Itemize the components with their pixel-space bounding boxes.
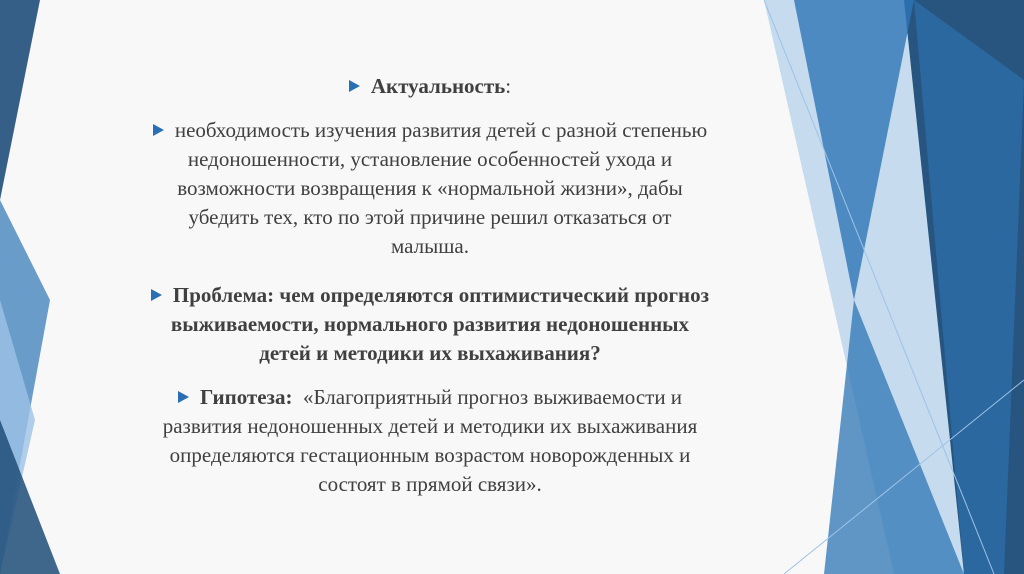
problem-line-1: выживаемости, нормального развития недоношенных bbox=[170, 312, 690, 336]
need-line-2: возможности возвращения к «нормальной жизни», дабы bbox=[177, 176, 683, 200]
bullet-arrow-icon bbox=[151, 289, 162, 301]
need-line-3: убедить тех, кто по этой причине решил отказаться от bbox=[188, 205, 672, 229]
problem-line-2: детей и методики их выхаживания? bbox=[259, 341, 601, 365]
hypothesis-label: Гипотеза: bbox=[199, 385, 293, 409]
hypothesis-line-0: Гипотеза: «Благоприятный прогноз выживаемости и bbox=[80, 383, 780, 412]
bullet-arrow-icon bbox=[153, 124, 164, 136]
need-line-4: малыша. bbox=[391, 234, 469, 258]
aktualnost-punct: : bbox=[505, 74, 512, 98]
need-line-1: недоношенности, установление особенностей ухода и bbox=[187, 147, 673, 171]
left-decoration bbox=[0, 0, 60, 574]
need-paragraph bbox=[80, 116, 780, 261]
problem-line-0: Проблема: чем определяются оптимистический прогноз bbox=[80, 281, 780, 310]
aktualnost-heading bbox=[80, 72, 780, 101]
bullet-arrow-icon bbox=[178, 391, 189, 403]
hypothesis-line-2: определяются гестационным возрастом новорожденных и bbox=[169, 443, 691, 467]
right-decoration bbox=[764, 0, 1024, 574]
hypothesis-paragraph bbox=[80, 383, 780, 499]
bullet-arrow-icon bbox=[349, 80, 360, 92]
hypothesis-line-3: состоят в прямой связи». bbox=[318, 472, 542, 496]
aktualnost-label: Актуальность bbox=[370, 74, 506, 98]
need-line-0: необходимость изучения развития детей с разной степенью bbox=[80, 116, 780, 145]
hypothesis-line-1: развития недоношенных детей и методики их выхаживания bbox=[162, 414, 698, 438]
problem-paragraph bbox=[80, 281, 780, 368]
